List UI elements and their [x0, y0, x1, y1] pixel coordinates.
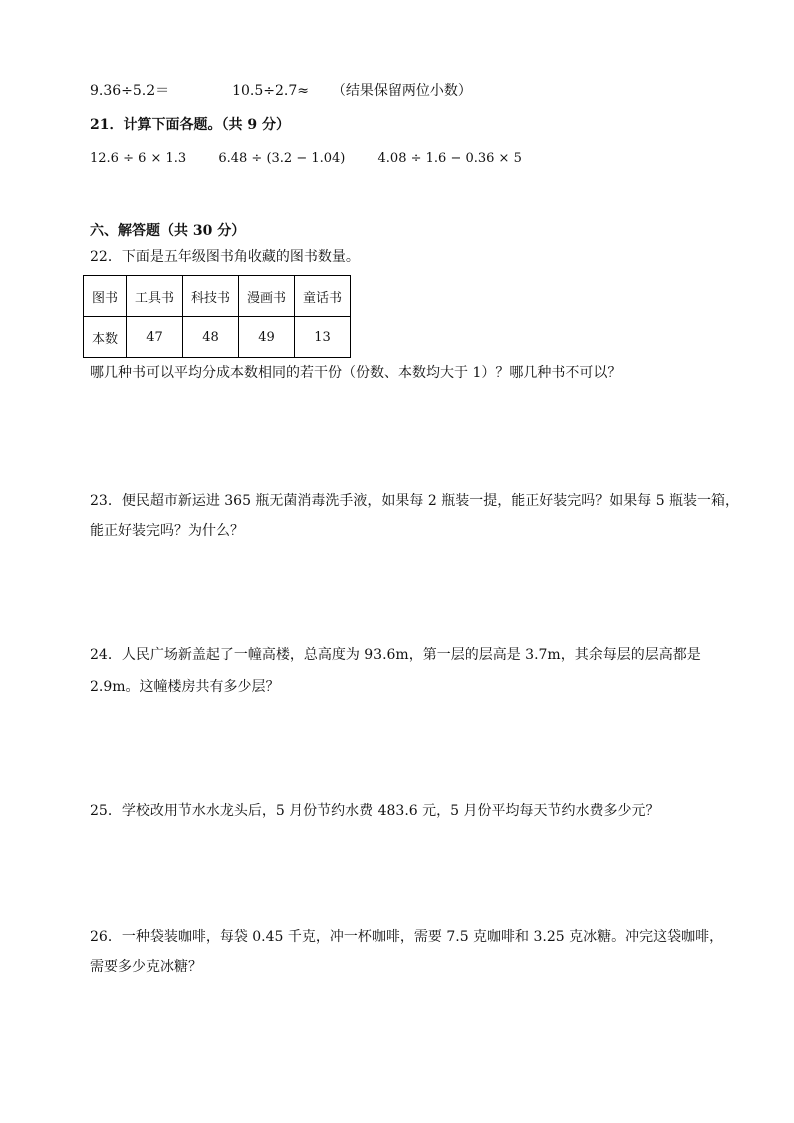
- expr-a: 9.36÷5.2＝: [90, 83, 170, 99]
- table-cell: 童话书: [295, 276, 351, 317]
- table-cell: 工具书: [127, 276, 183, 317]
- q26-line-2: 需要多少克冰糖？: [90, 959, 202, 975]
- table-header-row: [84, 276, 351, 317]
- table-cell: 漫画书: [239, 276, 295, 317]
- table-row: [84, 317, 351, 358]
- q24-line-1: 24．人民广场新盖起了一幢高楼，总高度为 93.6m，第一层的层高是 3.7m，其余每层的层高都是: [90, 647, 701, 663]
- expression-3: 4.08 ÷ 1.6 − 0.36 × 5: [377, 151, 522, 166]
- q23-line-2: 能正好装完吗？为什么？: [90, 523, 244, 539]
- q20-line: [90, 82, 472, 100]
- q21-expressions: [90, 150, 550, 168]
- q21-title: 21．计算下面各题。（共 9 分）: [90, 117, 290, 133]
- q26-line-1: 26．一种袋装咖啡，每袋 0.45 千克，冲一杯咖啡，需要 7.5 克咖啡和 3.25 克冰糖。冲完这袋咖啡，: [90, 929, 724, 945]
- expr-b: 10.5÷2.7≈: [232, 83, 309, 99]
- q22-title: 22．下面是五年级图书角收藏的图书数量。: [90, 249, 360, 265]
- expression-2: 6.48 ÷ (3.2 − 1.04): [218, 151, 346, 166]
- table-cell: 13: [295, 317, 351, 358]
- q25-question: 25．学校改用节水水龙头后，5 月份节约水费 483.6 元，5 月份平均每天节约水费多少元？: [90, 803, 660, 819]
- table-cell: 本数: [84, 317, 127, 358]
- table-cell: 49: [239, 317, 295, 358]
- books-table: [83, 275, 351, 358]
- q23-line-1: 23．便民超市新运进 365 瓶无菌消毒洗手液，如果每 2 瓶装一提，能正好装完吗？如果每 5 瓶装一箱，: [90, 493, 740, 509]
- section-title: 六、解答题（共 30 分）: [90, 223, 246, 239]
- table-cell: 48: [183, 317, 239, 358]
- table-cell: 47: [127, 317, 183, 358]
- table-cell: 科技书: [183, 276, 239, 317]
- q22-question: 哪几种书可以平均分成本数相同的若干份（份数、本数均大于 1）？哪几种书不可以？: [90, 365, 622, 381]
- q24-line-2: 2.9m。这幢楼房共有多少层？: [90, 679, 280, 695]
- rounding-note: （结果保留两位小数）: [331, 83, 472, 99]
- expression-1: 12.6 ÷ 6 × 1.3: [90, 151, 187, 166]
- table-cell: 图书: [84, 276, 127, 317]
